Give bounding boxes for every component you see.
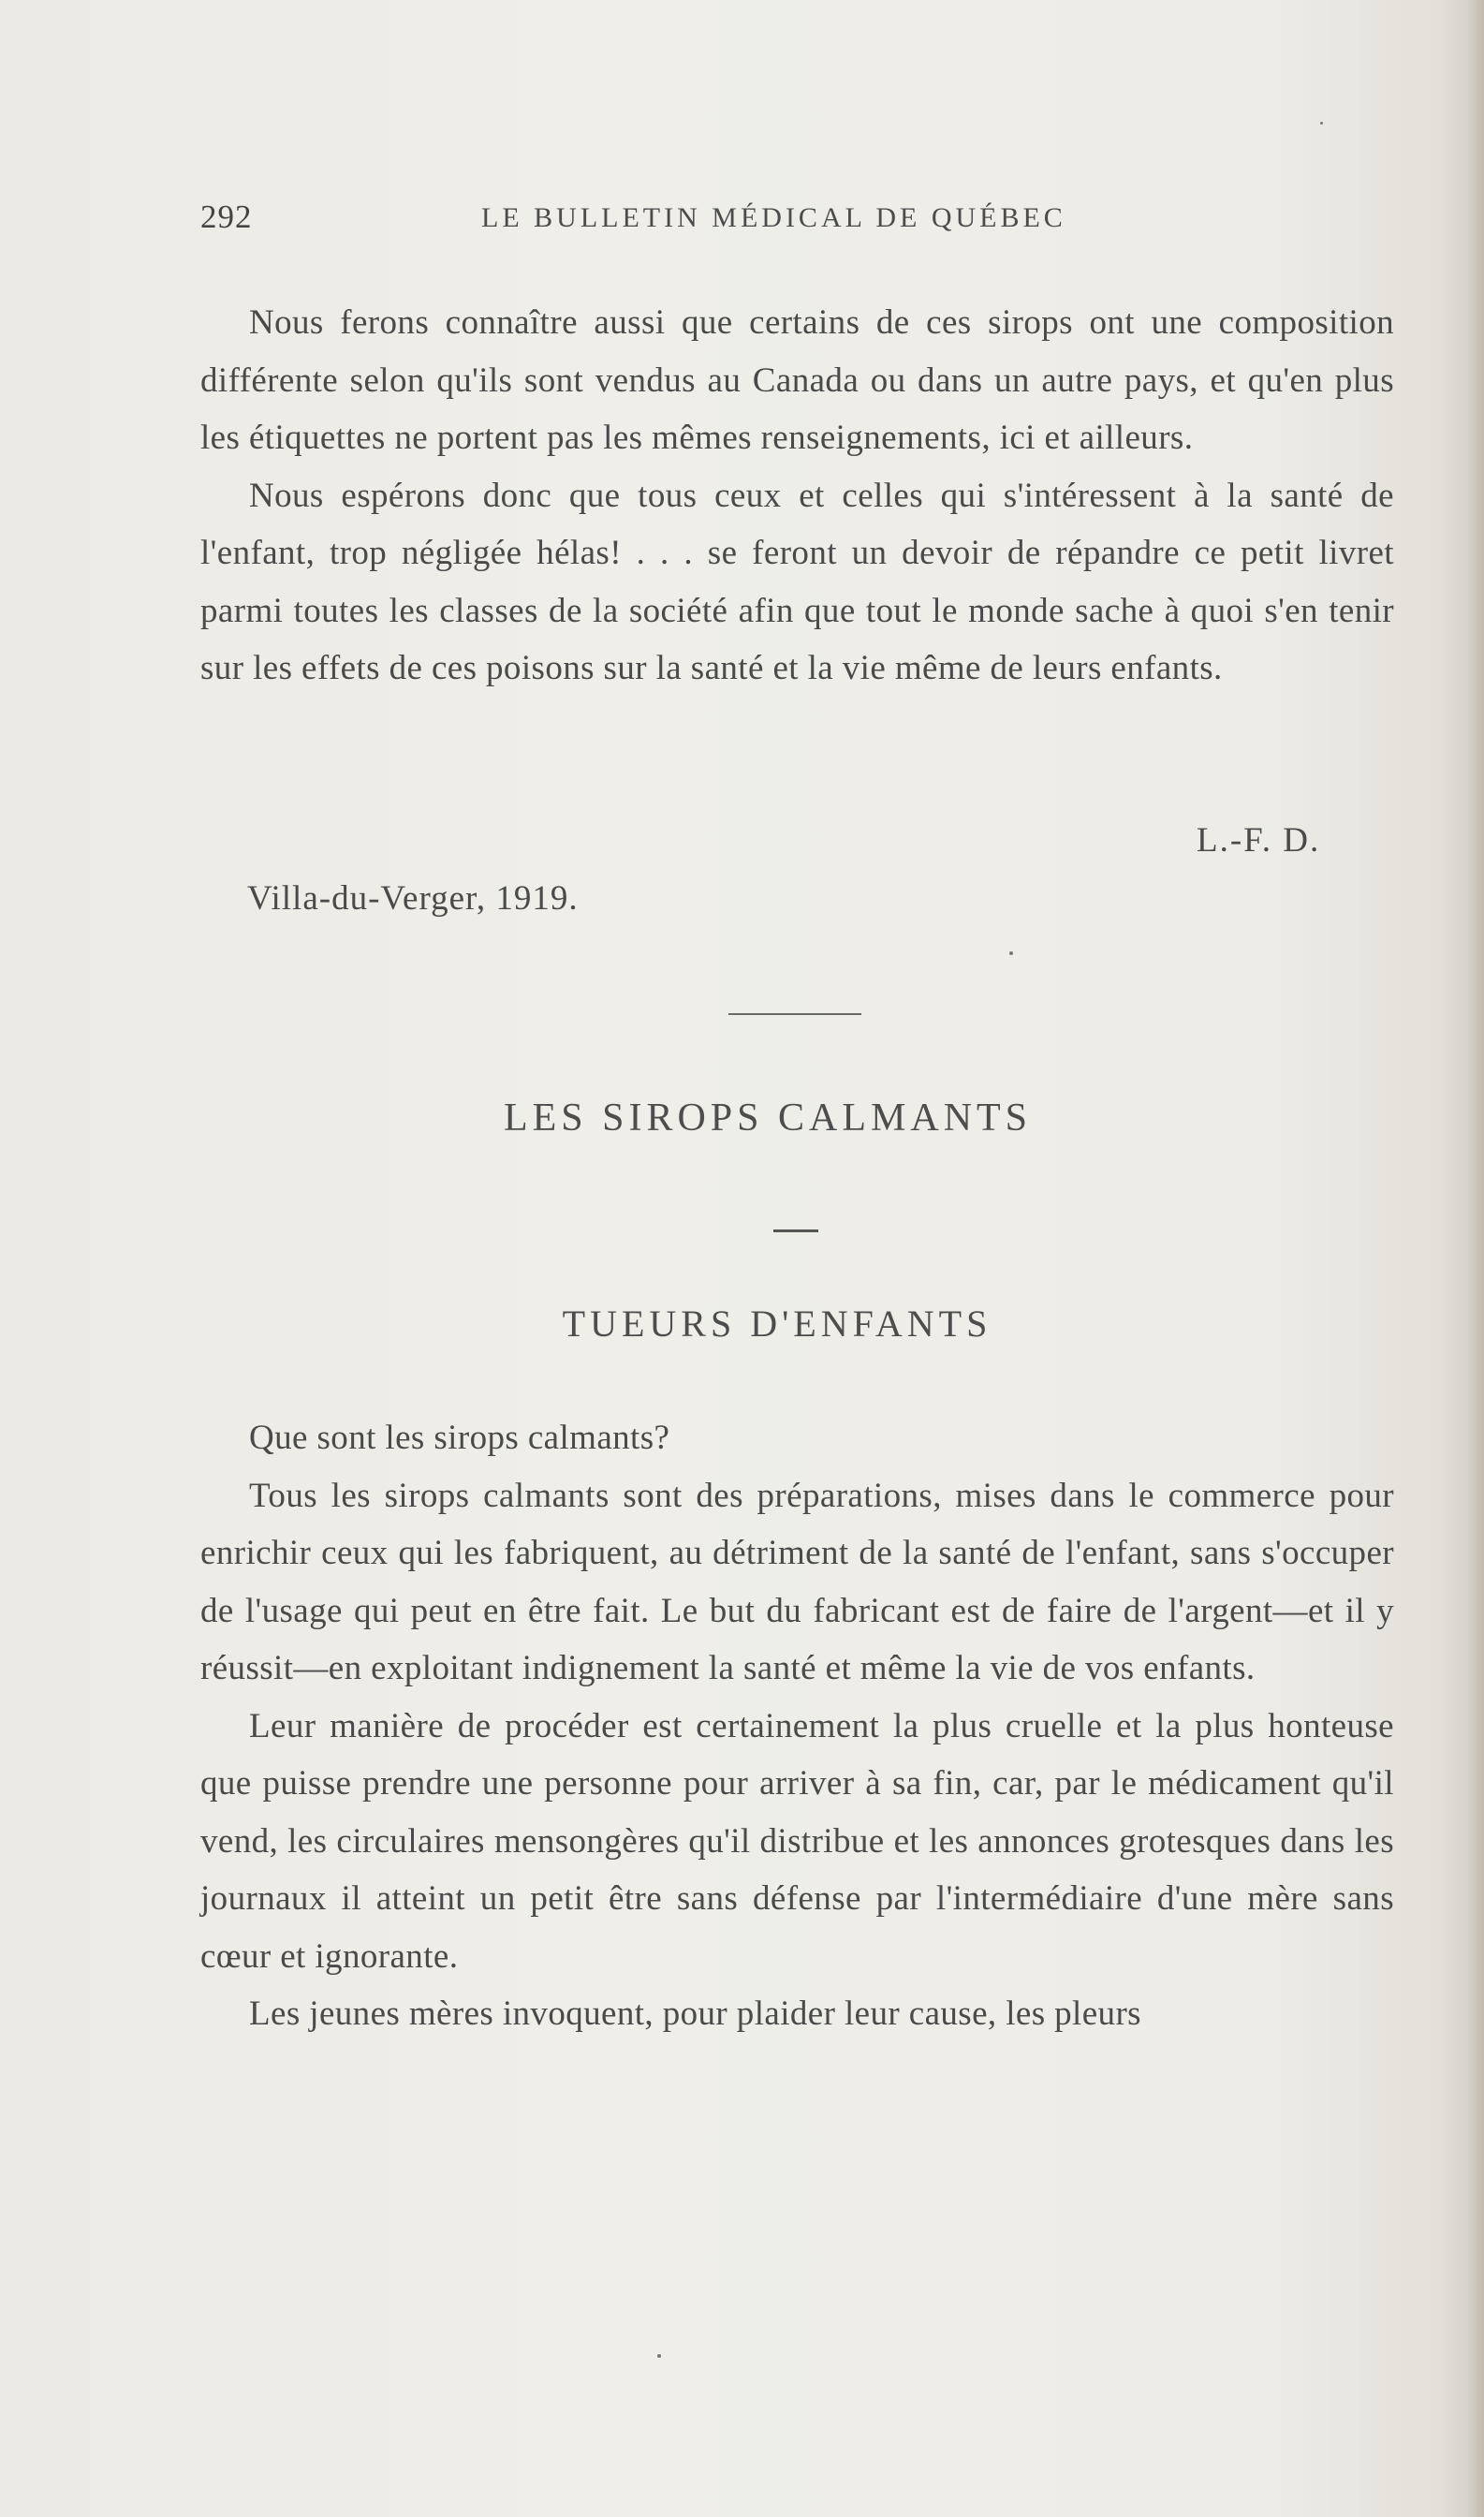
intro-text	[200, 294, 1394, 698]
running-title: LE BULLETIN MÉDICAL DE QUÉBEC	[481, 202, 1066, 233]
section-divider	[728, 1013, 861, 1015]
intro-paragraph: Nous espérons donc que tous ceux et celles qui s'intéressent à la santé de l'enfant, trop négligée hélas! . . . se feront un devoir de répandre ce petit livret parmi toutes les classes de la société afin que tout le monde sache à quoi s'en tenir sur les effets de ces poisons sur la santé et la vie même de leurs enfants.	[200, 476, 1394, 687]
ink-speck	[657, 2354, 661, 2358]
article-subtitle: TUEURS D'ENFANTS	[562, 1303, 992, 1345]
title-divider	[773, 1229, 818, 1232]
article-title: LES SIROPS CALMANTS	[503, 1097, 1033, 1140]
article-paragraph: Les jeunes mères invoquent, pour plaider leur cause, les pleurs	[249, 1994, 1141, 2033]
signature: L.-F. D.	[1197, 821, 1321, 860]
dateline: Villa-du-Verger, 1919.	[247, 879, 579, 918]
ink-speck	[1009, 951, 1013, 955]
page-edge-shadow	[1467, 0, 1484, 2517]
article-paragraph: Tous les sirops calmants sont des préparations, mises dans le commerce pour enrichir ceux qui les fabriquent, au détriment de la santé de l'enfant, sans s'occuper de l'usage qui peut en être fait. Le but du fabricant est de faire de l'argent—et il y réussit—en exploitant indignement la santé et même la vie de vos enfants.	[200, 1476, 1394, 1687]
page-number: 292	[200, 199, 253, 235]
article-paragraph: Que sont les sirops calmants?	[249, 1419, 670, 1457]
intro-paragraph: Nous ferons connaître aussi que certains de ces sirops ont une composition différente selon qu'ils sont vendus au Canada ou dans un autre pays, et qu'en plus les étiquettes ne portent pas les mêmes renseignements, ici et ailleurs.	[200, 303, 1394, 457]
article-body	[200, 1409, 1394, 2043]
article-paragraph: Leur manière de procéder est certainement la plus cruelle et la plus honteuse que puisse prendre une personne pour arriver à sa fin, car, par le médicament qu'il vend, les circulaires mensongères qu'il distribue et les annonces grotesques dans les journaux il atteint un petit être sans défense par l'intermédiaire d'une mère sans cœur et ignorante.	[200, 1706, 1394, 1976]
page-header	[200, 199, 1137, 245]
ink-speck	[1320, 122, 1323, 125]
